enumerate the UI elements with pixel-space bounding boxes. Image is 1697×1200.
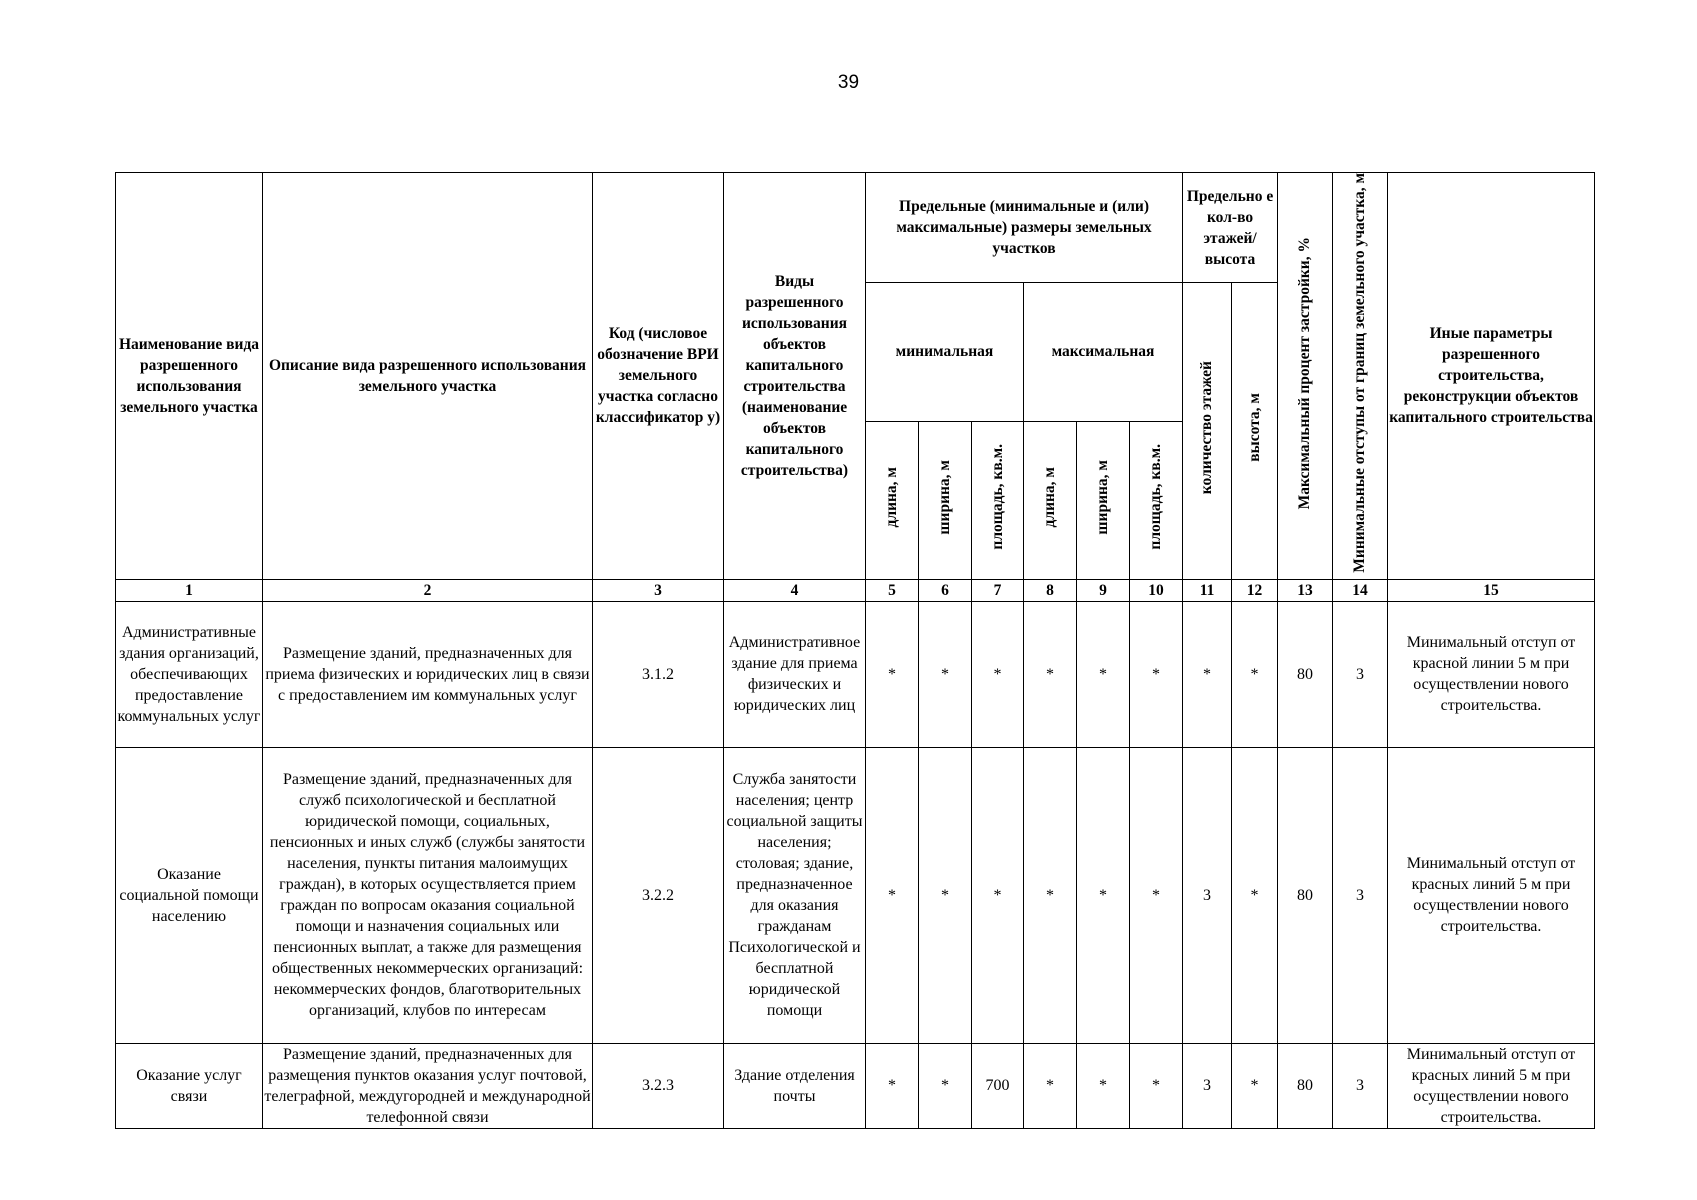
header-col14-label: Минимальные отступы от границ земельного участка, м (1351, 173, 1369, 573)
header-group-max: максимальная (1024, 283, 1183, 422)
cell-max-build-pct: 80 (1278, 1043, 1333, 1128)
header-group-plot-sizes: Предельные (минимальные и (или) максимальные) размеры земельных участков (866, 173, 1183, 283)
cell-floors: * (1183, 601, 1232, 747)
cell-max-width: * (1077, 601, 1130, 747)
header-col14-setback (1333, 173, 1388, 580)
column-number: 3 (593, 579, 724, 601)
cell-max-width: * (1077, 1043, 1130, 1128)
cell-description: Размещение зданий, предназначенных для приема физических и юридических лиц в связи с предоставлением им коммунальных услуг (263, 601, 593, 747)
header-col12-label: высота, м (1245, 393, 1263, 463)
header-col11-label: количество этажей (1198, 361, 1216, 495)
table-row (116, 1043, 1595, 1128)
header-col2-description: Описание вида разрешенного использования земельного участка (263, 173, 593, 580)
cell-floors: 3 (1183, 1043, 1232, 1128)
cell-name: Оказание услуг связи (116, 1043, 263, 1128)
column-number: 5 (866, 579, 919, 601)
page-number: 39 (837, 72, 860, 93)
column-number: 6 (919, 579, 972, 601)
header-col8-max-length (1024, 421, 1077, 579)
cell-max-width: * (1077, 747, 1130, 1043)
cell-min-area: * (972, 601, 1024, 747)
cell-max-length: * (1024, 747, 1077, 1043)
header-col7-label: площадь, кв.м. (988, 444, 1006, 551)
header-col3-code: Код (числовое обозначение ВРИ земельного участка согласно классификатор у) (593, 173, 724, 580)
table-row (116, 747, 1595, 1043)
cell-floors: 3 (1183, 747, 1232, 1043)
column-number: 10 (1130, 579, 1183, 601)
cell-max-build-pct: 80 (1278, 747, 1333, 1043)
column-number: 7 (972, 579, 1024, 601)
cell-code: 3.1.2 (593, 601, 724, 747)
header-col15-other: Иные параметры разрешенного строительства, реконструкции объектов капитального строительства (1388, 173, 1595, 580)
column-number: 9 (1077, 579, 1130, 601)
cell-name: Административные здания организаций, обеспечивающих предоставление коммунальных услуг (116, 601, 263, 747)
header-col13-label: Максимальный процент застройки, % (1296, 236, 1314, 510)
cell-code: 3.2.3 (593, 1043, 724, 1128)
column-number: 11 (1183, 579, 1232, 601)
header-col6-label: ширина, м (936, 459, 953, 535)
header-col11-floors (1183, 283, 1232, 580)
cell-min-length: * (866, 1043, 919, 1128)
cell-max-length: * (1024, 601, 1077, 747)
cell-min-length: * (866, 601, 919, 747)
header-group-min: минимальная (866, 283, 1024, 422)
cell-oks-types: Здание отделения почты (724, 1043, 866, 1128)
cell-min-setback: 3 (1333, 601, 1388, 747)
table-body (116, 601, 1595, 1128)
column-number-row (116, 579, 1595, 601)
cell-oks-types: Административное здание для приема физических и юридических лиц (724, 601, 866, 747)
column-number: 15 (1388, 579, 1595, 601)
header-col8-label: длина, м (1041, 467, 1058, 528)
cell-max-build-pct: 80 (1278, 601, 1333, 747)
header-col7-min-area (972, 421, 1024, 579)
header-col5-label: длина, м (883, 467, 900, 528)
column-number: 8 (1024, 579, 1077, 601)
header-col5-min-length (866, 421, 919, 579)
cell-height: * (1232, 1043, 1278, 1128)
cell-other: Минимальный отступ от красной линии 5 м при осуществлении нового строительства. (1388, 601, 1595, 747)
header-group-floors-height: Предельно е кол-во этажей/ высота (1183, 173, 1278, 283)
header-col10-max-area (1130, 421, 1183, 579)
cell-max-area: * (1130, 747, 1183, 1043)
cell-oks-types: Служба занятости населения; центр социальной защиты населения; столовая; здание, предназначенное для оказания гражданам Психологической и бесплатной юридической помощи (724, 747, 866, 1043)
cell-description: Размещение зданий, предназначенных для размещения пунктов оказания услуг почтовой, телеграфной, междугородней и международной телефонной связи (263, 1043, 593, 1128)
cell-other: Минимальный отступ от красных линий 5 м при осуществлении нового строительства. (1388, 1043, 1595, 1128)
cell-height: * (1232, 601, 1278, 747)
header-col9-label: ширина, м (1094, 459, 1111, 535)
cell-description: Размещение зданий, предназначенных для служб психологической и бесплатной юридической помощи, социальных, пенсионных и иных служб (службы занятости населения, пункты питания малоимущих граждан), в которых осуществляется прием граждан по вопросам оказания социальной помощи и назначения социальных или пенсионных выплат, а также для размещения общественных некоммерческих организаций: некоммерческих фондов, благотворительных организаций, клубов по интересам (263, 747, 593, 1043)
column-number: 14 (1333, 579, 1388, 601)
table-header (116, 173, 1595, 602)
column-number: 4 (724, 579, 866, 601)
header-col9-max-width (1077, 421, 1130, 579)
column-number: 2 (263, 579, 593, 601)
cell-min-length: * (866, 747, 919, 1043)
cell-min-setback: 3 (1333, 1043, 1388, 1128)
cell-code: 3.2.2 (593, 747, 724, 1043)
header-col12-height (1232, 283, 1278, 580)
column-number: 12 (1232, 579, 1278, 601)
cell-max-area: * (1130, 601, 1183, 747)
cell-other: Минимальный отступ от красных линий 5 м при осуществлении нового строительства. (1388, 747, 1595, 1043)
header-col6-min-width (919, 421, 972, 579)
cell-min-area: 700 (972, 1043, 1024, 1128)
header-col13-build-percent (1278, 173, 1333, 580)
column-number: 1 (116, 579, 263, 601)
zoning-regulations-table (115, 172, 1595, 1129)
table-row (116, 601, 1595, 747)
cell-min-setback: 3 (1333, 747, 1388, 1043)
cell-min-width: * (919, 1043, 972, 1128)
cell-max-area: * (1130, 1043, 1183, 1128)
cell-max-length: * (1024, 1043, 1077, 1128)
cell-name: Оказание социальной помощи населению (116, 747, 263, 1043)
cell-min-width: * (919, 747, 972, 1043)
cell-min-width: * (919, 601, 972, 747)
column-number: 13 (1278, 579, 1333, 601)
cell-height: * (1232, 747, 1278, 1043)
header-col1-name: Наименование вида разрешенного использования земельного участка (116, 173, 263, 580)
cell-min-area: * (972, 747, 1024, 1043)
header-col10-label: площадь, кв.м. (1147, 444, 1164, 551)
header-col4-oks-types: Виды разрешенного использования объектов капитального строительства (наименование объектов капитального строительства) (724, 173, 866, 580)
